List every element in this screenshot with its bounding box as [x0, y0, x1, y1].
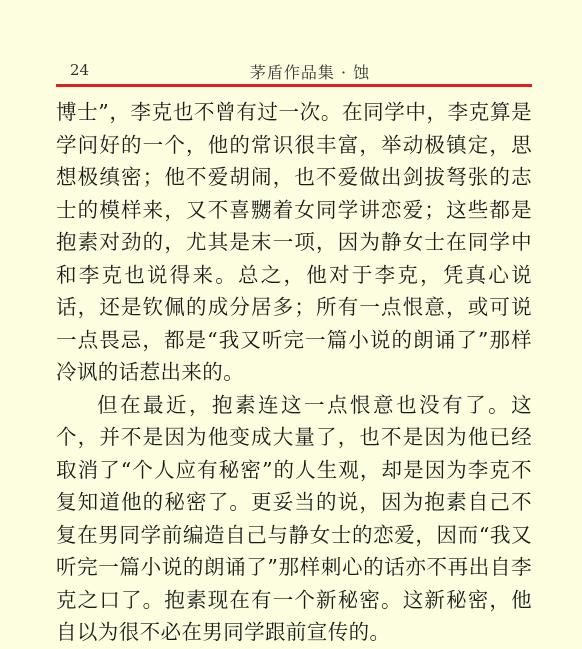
paragraph: 但在最近，抱素连这一点恨意也没有了。这个，并不是因为他变成大量了，也不是因为他已经取消了“个人应有秘密”的人生观，却是因为李克不复知道他的秘密了。更妥当的说，因为抱素自己不复在男同学前编造自己与静女士的恋爱，因而“我又听完一篇小说的朗诵了”那样刺心的话亦不再出自李克之口了。抱素现在有一个新秘密。这新秘密，他自以为很不必在男同学跟前宣传的。 — [56, 392, 532, 644]
paragraph-continued: 博士”，李克也不曾有过一次。在同学中，李克算是学问好的一个，他的常识很丰富，举动极镇定，思想极缜密；他不爱胡闹，也不爱做出剑拔弩张的志士的模样来，又不喜嬲着女同学讲恋爱；这些都是抱素对劲的，尤其是末一项，因为静女士在同学中和李克也说得来。总之，他对于李克，凭真心说话，还是钦佩的成分居多；所有一点恨意，或可说一点畏忌，都是“我又听完一篇小说的朗诵了”那样冷讽的话惹出来的。 — [56, 100, 532, 384]
running-head — [56, 58, 534, 80]
page-number: 24 — [70, 61, 90, 79]
book-title: 茅盾作品集 · 蚀 — [249, 63, 371, 82]
header-rule — [56, 84, 532, 87]
body-text — [56, 96, 532, 649]
